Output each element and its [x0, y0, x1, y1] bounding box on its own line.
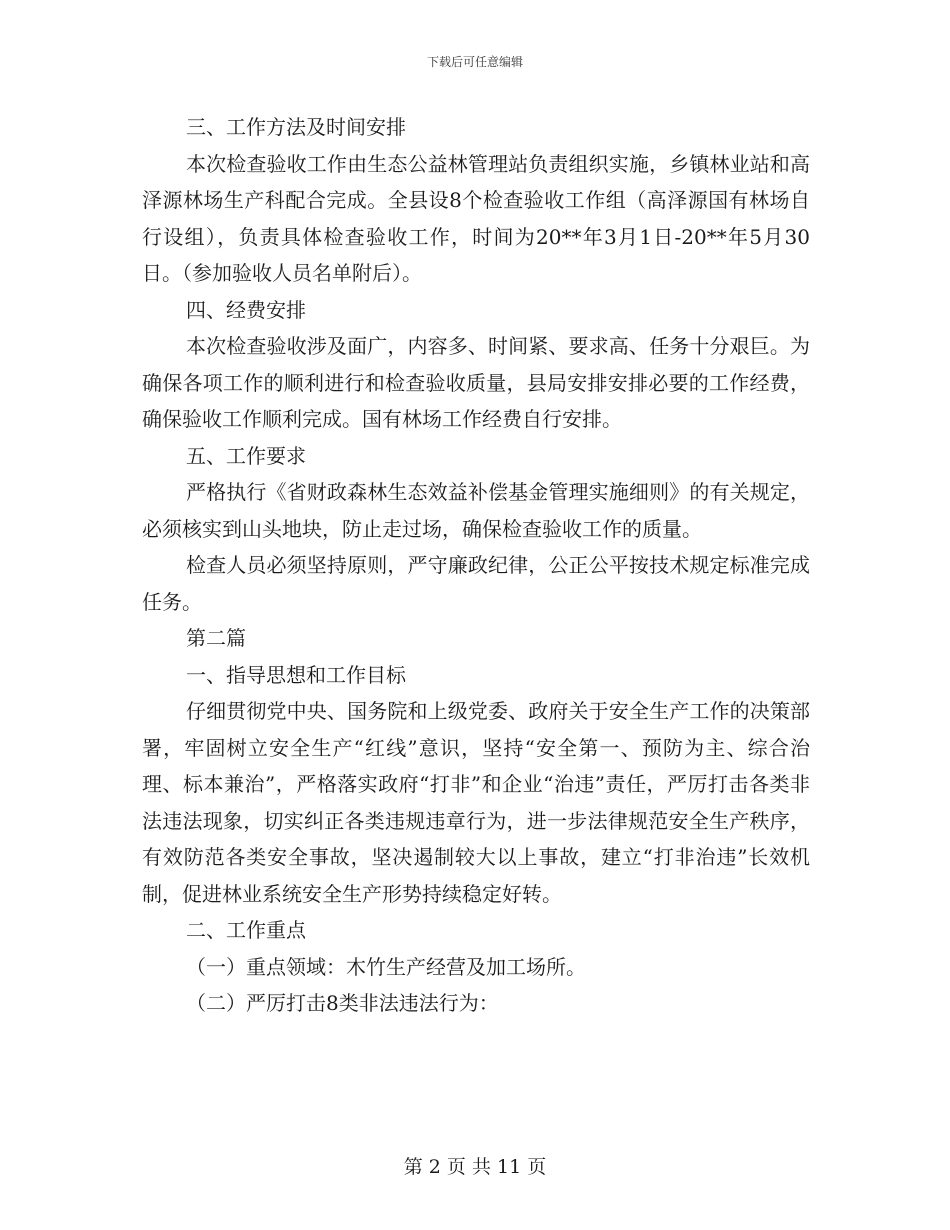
paragraph: 仔细贯彻党中央、国务院和上级党委、政府关于安全生产工作的决策部署，牢固树立安全生产“红线”意识，坚持“安全第一、预防为主、综合治理、标本兼治”，严格落实政府“打非”和企业“治违”责任，严厉打击各类非法违法现象，切实纠正各类违规违章行为，进一步法律规范安全生产秩序，有效防范各类安全事故，坚决遏制较大以上事故，建立“打非治违”长效机制，促进林业系统安全生产形势持续稳定好转。	[142, 699, 810, 906]
page-footer: 第 2 页 共 11 页	[403, 1156, 547, 1178]
paragraph: 严格执行《省财政森林生态效益补偿基金管理实施细则》的有关规定，必须核实到山头地块，防止走过场，确保检查验收工作的质量。	[142, 480, 810, 541]
header-note: 下载后可任意编辑	[426, 55, 523, 69]
paragraph: 本次检查验收工作由生态公益林管理站负责组织实施，乡镇林业站和高泽源林场生产科配合完成。全县设8个检查验收工作组（高泽源国有林场自行设组），负责具体检查验收工作，时间为20**年3月1日-20**年5月30日。（参加验收人员名单附后）。	[142, 151, 810, 285]
section-heading: 四、经费安排	[186, 297, 306, 322]
part-heading: 第二篇	[186, 626, 246, 650]
paragraph: 检查人员必须坚持原则，严守廉政纪律，公正公平按技术规定标准完成任务。	[142, 553, 810, 614]
section-heading: 五、工作要求	[186, 443, 306, 468]
list-item: （二）严厉打击8类非法违法行为：	[186, 991, 499, 1015]
paragraph: 本次检查验收涉及面广，内容多、时间紧、要求高、任务十分艰巨。为确保各项工作的顺利进行和检查验收质量，县局安排安排必要的工作经费，确保验收工作顺利完成。国有林场工作经费自行安排。	[142, 334, 810, 431]
document-body	[142, 109, 810, 1022]
section-heading: 二、工作重点	[186, 918, 306, 942]
list-item: （一）重点领域：木竹生产经营及加工场所。	[186, 954, 586, 979]
section-heading: 一、指导思想和工作目标	[186, 662, 406, 687]
section-heading: 三、工作方法及时间安排	[186, 115, 406, 139]
